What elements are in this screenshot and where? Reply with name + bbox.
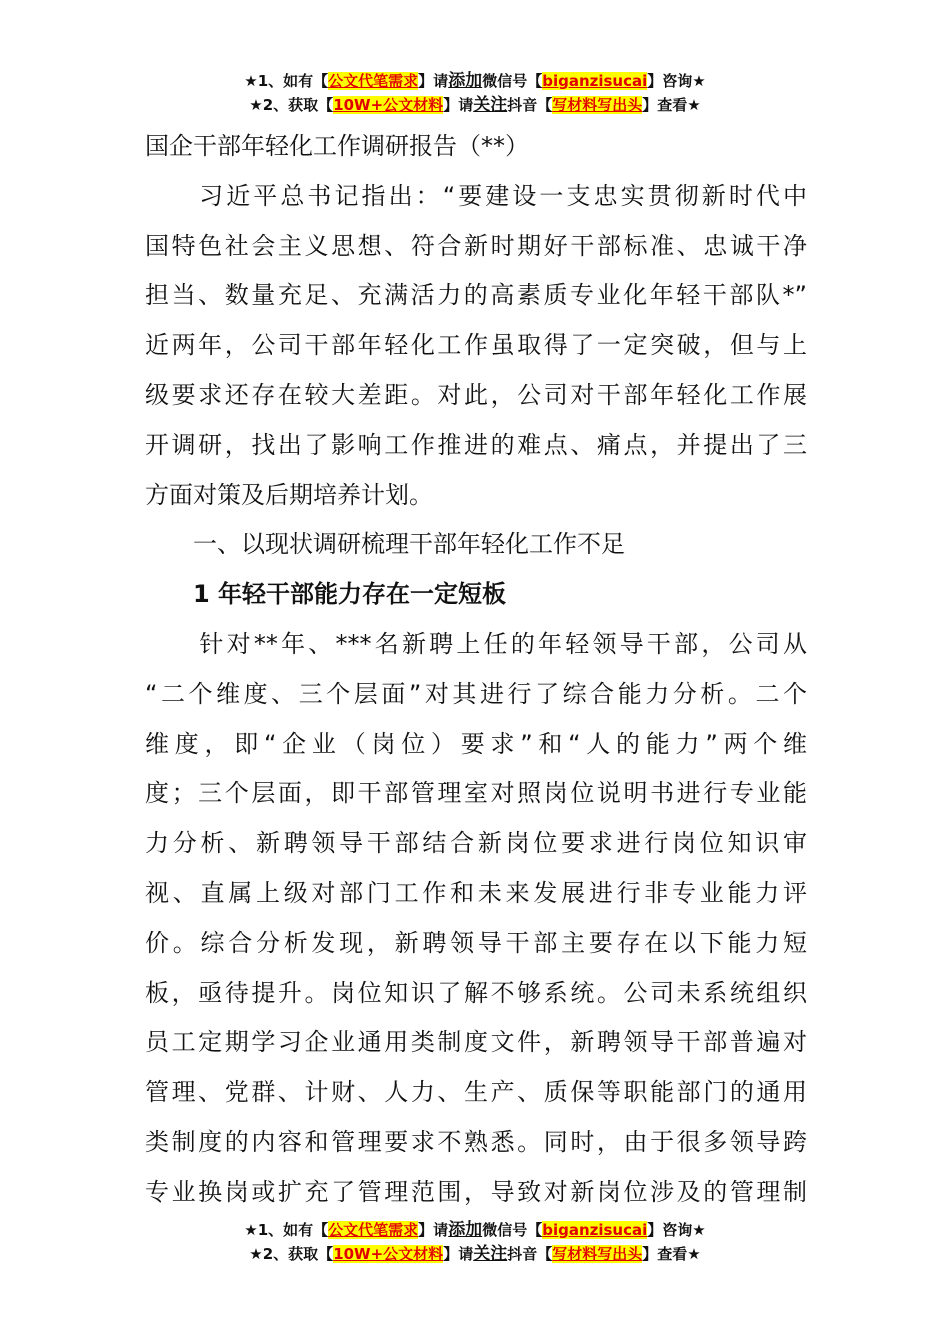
text: ★1、如有【 xyxy=(244,72,329,90)
highlight: 公文代笔需求 xyxy=(328,72,419,90)
text: 抖音【 xyxy=(507,1245,553,1263)
douyin-id: 写材料写出头 xyxy=(552,96,643,114)
text-line: 近两年，公司干部年轻化工作虽取得了一定突破，但与上 xyxy=(145,331,807,360)
text-line: 担当、数量充足、充满活力的高素质专业化年轻干部队*” xyxy=(145,281,807,310)
promo-banner-bottom xyxy=(0,1218,950,1266)
text: 】查看★ xyxy=(642,96,701,114)
text: 抖音【 xyxy=(507,96,553,114)
highlight: 公文代笔需求 xyxy=(328,1221,419,1239)
douyin-id: 写材料写出头 xyxy=(552,1245,643,1263)
wechat-id: biganzisucai xyxy=(542,1221,648,1239)
promo-line-2 xyxy=(0,93,950,117)
document-body xyxy=(145,122,807,1218)
text-line: 1 年轻干部能力存在一定短板 xyxy=(145,580,507,609)
text: 关注 xyxy=(473,1244,508,1264)
text-line: 类制度的内容和管理要求不熟悉。同时，由于很多领导跨 xyxy=(145,1127,807,1156)
text: 】请 xyxy=(418,72,449,90)
text: 】请 xyxy=(443,96,474,114)
text: 关注 xyxy=(473,95,508,115)
text-line: 价。综合分析发现，新聘领导干部主要存在以下能力短 xyxy=(145,928,807,957)
text: 】请 xyxy=(443,1245,474,1263)
promo-line-1 xyxy=(0,1218,950,1242)
text-line: 度；三个层面，即干部管理室对照岗位说明书进行专业能 xyxy=(145,779,807,808)
text-line: 级要求还存在较大差距。对此，公司对干部年轻化工作展 xyxy=(145,380,807,409)
document-title: 国企干部年轻化工作调研报告（**） xyxy=(145,132,529,160)
text: ★1、如有【 xyxy=(244,1221,329,1239)
text-line: 板，亟待提升。岗位知识了解不够系统。公司未系统组织 xyxy=(145,978,807,1007)
text: ★2、获取【 xyxy=(249,1245,334,1263)
text: 】咨询★ xyxy=(647,72,706,90)
text-line: 力分析、新聘领导干部结合新岗位要求进行岗位知识审 xyxy=(145,829,807,858)
text: ★2、获取【 xyxy=(249,96,334,114)
text-line: 专业换岗或扩充了管理范围，导致对新岗位涉及的管理制 xyxy=(145,1177,807,1206)
text: 】查看★ xyxy=(642,1245,701,1263)
text-line: 视、直属上级对部门工作和未来发展进行非专业能力评 xyxy=(145,878,807,907)
text: 添加 xyxy=(448,71,483,91)
highlight: 10W+公文材料 xyxy=(333,96,444,114)
text: 微信号【 xyxy=(482,72,543,90)
text: 】请 xyxy=(418,1221,449,1239)
promo-line-1 xyxy=(0,69,950,93)
text: 微信号【 xyxy=(482,1221,543,1239)
text-line: 习近平总书记指出：“要建设一支忠实贯彻新时代中 xyxy=(145,181,807,210)
text-line: 一、以现状调研梳理干部年轻化工作不足 xyxy=(145,530,625,559)
wechat-id: biganzisucai xyxy=(542,72,648,90)
promo-line-2 xyxy=(0,1242,950,1266)
highlight: 10W+公文材料 xyxy=(333,1245,444,1263)
text: 添加 xyxy=(448,1220,483,1240)
text-line: 员工定期学习企业通用类制度文件，新聘领导干部普遍对 xyxy=(145,1028,807,1057)
text-line: 管理、党群、计财、人力、生产、质保等职能部门的通用 xyxy=(145,1078,807,1107)
text-line: “二个维度、三个层面”对其进行了综合能力分析。二个 xyxy=(145,679,807,708)
promo-banner-top xyxy=(0,69,950,117)
text-line: 国特色社会主义思想、符合新时期好干部标准、忠诚干净 xyxy=(145,231,807,260)
text-line: 维度，即“企业（岗位）要求”和“人的能力”两个维 xyxy=(145,729,807,758)
text-line: 针对**年、***名新聘上任的年轻领导干部，公司从 xyxy=(145,629,807,658)
text-line: 开调研，找出了影响工作推进的难点、痛点，并提出了三 xyxy=(145,430,807,459)
text-line: 方面对策及后期培养计划。 xyxy=(145,480,433,509)
text: 】咨询★ xyxy=(647,1221,706,1239)
